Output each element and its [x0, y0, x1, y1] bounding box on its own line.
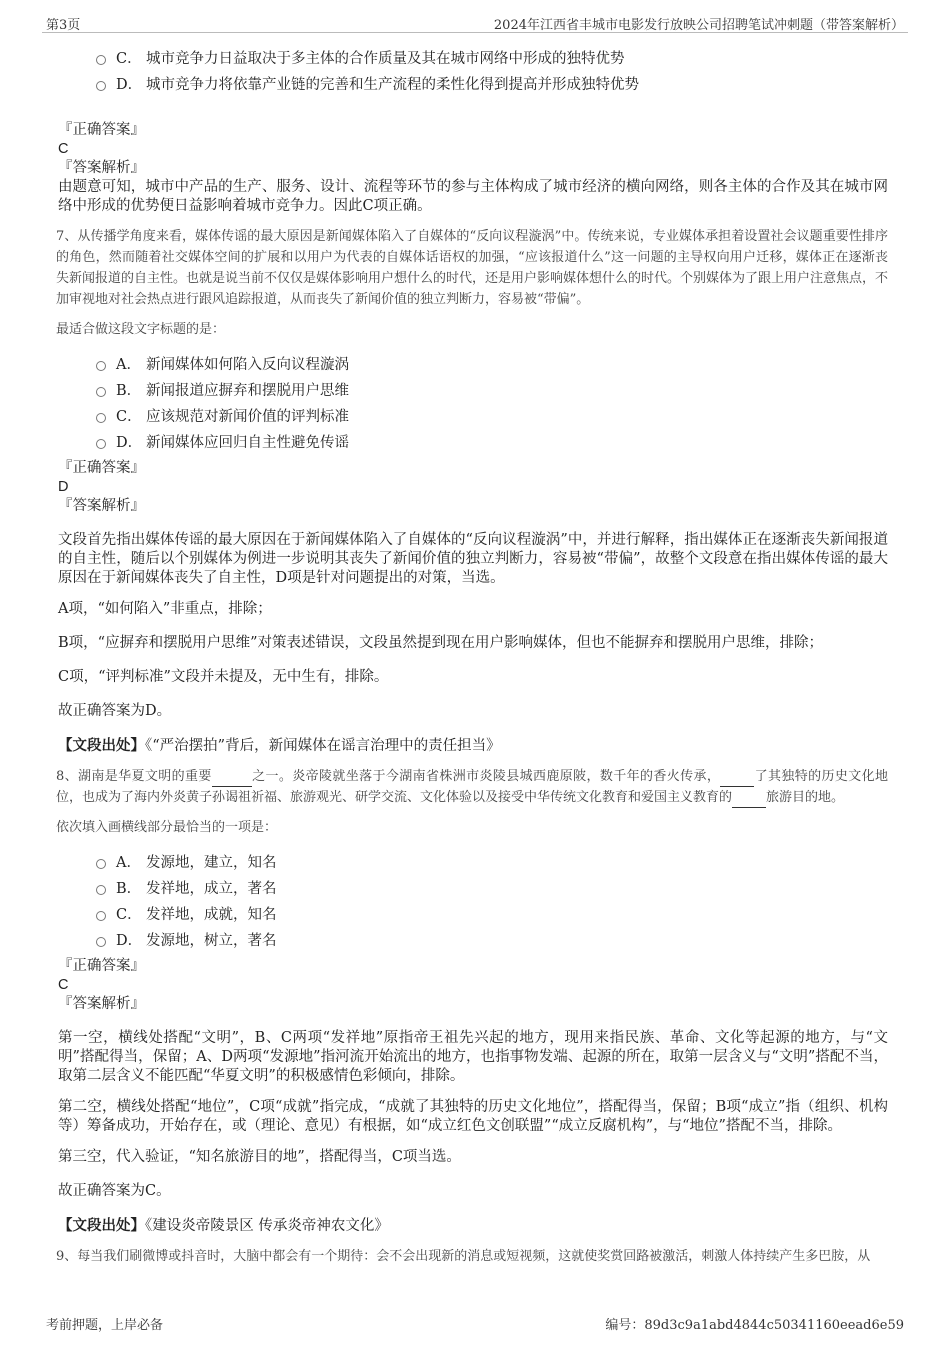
radio-icon[interactable]	[96, 387, 106, 397]
option-label: C．	[116, 408, 142, 425]
option-text: 发祥地，成立，著名	[146, 880, 277, 897]
option-label: D．	[116, 434, 143, 451]
source-tag: 【文段出处】	[58, 737, 145, 754]
q8-question-text	[56, 766, 888, 808]
q7-option-c[interactable]	[96, 402, 888, 428]
q7-source	[58, 736, 888, 756]
blank-line	[732, 807, 766, 808]
radio-icon[interactable]	[96, 55, 106, 65]
q6-answer-label: 『正确答案』	[58, 122, 145, 138]
option-text: 新闻媒体如何陷入反向议程漩涡	[146, 356, 349, 373]
document-body	[56, 40, 888, 1267]
q7-question-text: 7、从传播学角度来看，媒体传谣的最大原因是新闻媒体陷入了自媒体的“反向议程漩涡”中。传统来说，专业媒体承担着设置社会议题重要性排序的角色，然而随着社交媒体空间的扩展和以用户为代表的自媒体话语权的加强，“应该报道什么”这一问题的主导权向用户迁移，媒体正在逐渐丧失新闻报道的自主性。也就是说当前不仅仅是媒体影响用户想什么的时代，还是用户影响媒体想什么的时代。个别媒体为了跟上用户注意焦点，不加审视地对社会热点进行跟风追踪报道，从而丧失了新闻价值的独立判断力，容易被“带偏”。	[56, 229, 889, 307]
q7-analysis-paragraph: 文段首先指出媒体传谣的最大原因在于新闻媒体陷入了自媒体的“反向议程漩涡”中，并进行解释，指出媒体正在逐渐丧失新闻报道的自主性，随后以个别媒体为例进一步说明其丧失了新闻价值的独立判断力，容易被“带偏”，故整个文段意在指出媒体传谣的最大原因在于新闻媒体丧失了自主性，D项是针对问题提出的对策，当选。	[58, 532, 888, 586]
q7-prompt: 最适合做这段文字标题的是：	[56, 322, 226, 337]
radio-icon[interactable]	[96, 911, 106, 921]
q8-analysis-label: 『答案解析』	[58, 996, 145, 1012]
radio-icon[interactable]	[96, 413, 106, 423]
option-text: 城市竞争力日益取决于多主体的合作质量及其在城市网络中形成的独特优势	[146, 50, 625, 67]
q6-analysis: 由题意可知，城市中产品的生产、服务、设计、流程等环节的参与主体构成了城市经济的横向网络，则各主体的合作及其在城市网络中形成的优势便日益影响着城市竞争力。因此C项正确。	[58, 179, 888, 214]
q7-analysis-paragraph: C项，“评判标准”文段并未提及，无中生有，排除。	[58, 669, 389, 685]
document-title: 2024年江西省丰城市电影发行放映公司招聘笔试冲刺题（带答案解析）	[493, 18, 904, 33]
q8-answer-label: 『正确答案』	[58, 958, 145, 974]
q8-text-part: 之一。炎帝陵就坐落于今湖南省株洲市炎陵县城西鹿原陂，数千年的香火传承，	[251, 769, 721, 784]
source-title: 《建设炎帝陵景区 传承炎帝神农文化》	[145, 1218, 389, 1234]
q8-text-part: 旅游目的地。	[766, 790, 845, 805]
option-label: D．	[116, 932, 143, 949]
document-id: 编号：89d3c9a1abd4844c50341160eead6e59	[605, 1318, 904, 1333]
radio-icon[interactable]	[96, 859, 106, 869]
q8-analysis-paragraph: 第一空，横线处搭配“文明”，B、C两项“发祥地”原指帝王祖先兴起的地方，现用来指民族、革命、文化等起源的地方，与“文明”搭配得当，保留；A、D两项“发源地”指河流开始流出的地方，也指事物发端、起源的所在，取第一层含义与“文明”搭配不当，取第二层含义不能匹配“华夏文明”的积极感情色彩倾向，排除。	[58, 1030, 888, 1084]
q7-analysis-paragraph: 故正确答案为D。	[58, 703, 172, 719]
option-label: D．	[116, 76, 143, 93]
option-text: 新闻媒体应回归自主性避免传谣	[146, 434, 349, 451]
q8-source	[58, 1216, 888, 1236]
q7-option-a[interactable]	[96, 350, 888, 376]
q6-analysis-label: 『答案解析』	[58, 160, 145, 176]
option-label: C．	[116, 50, 142, 67]
q8-analysis-paragraph: 第三空，代入验证，“知名旅游目的地”，搭配得当，C项当选。	[58, 1149, 461, 1165]
q6-option-c[interactable]	[96, 44, 888, 70]
q8-text-part: 了其独特的历史文化地位，也成为了海内外炎黄子孙谒祖祈福、旅游观光、研学交流、文化体验以及接受中华传统文化教育和爱国主义教育的	[56, 769, 888, 805]
q8-option-c[interactable]	[96, 900, 888, 926]
radio-icon[interactable]	[96, 361, 106, 371]
q7-options	[96, 350, 888, 454]
q8-analysis-paragraph: 第二空，横线处搭配“地位”，C项“成就”指完成，“成就了其独特的历史文化地位”，搭配得当，保留；B项“成立”指（组织、机构等）筹备成功，开始存在，或（理论、意见）有根据，如“成立红色文创联盟”“成立反腐机构”，与“地位”搭配不当，排除。	[58, 1099, 888, 1134]
q8-answer: C	[58, 977, 69, 993]
radio-icon[interactable]	[96, 439, 106, 449]
option-text: 发祥地，成就，知名	[146, 906, 277, 923]
option-text: 新闻报道应摒弃和摆脱用户思维	[146, 382, 349, 399]
q8-text-part: 8、湖南是华夏文明的重要	[56, 769, 212, 784]
q8-option-a[interactable]	[96, 848, 888, 874]
blank-line	[212, 786, 252, 787]
q7-option-d[interactable]	[96, 428, 888, 454]
q7-option-b[interactable]	[96, 376, 888, 402]
radio-icon[interactable]	[96, 81, 106, 91]
q8-option-b[interactable]	[96, 874, 888, 900]
q6-options	[96, 44, 888, 96]
option-text: 发源地，树立，著名	[146, 932, 277, 949]
q7-analysis-paragraph: A项，“如何陷入”非重点，排除；	[58, 601, 272, 617]
blank-line	[720, 786, 754, 787]
option-label: A．	[116, 854, 141, 871]
footer-slogan: 考前押题，上岸必备	[46, 1318, 164, 1333]
source-tag: 【文段出处】	[58, 1217, 145, 1234]
q8-option-d[interactable]	[96, 926, 888, 952]
radio-icon[interactable]	[96, 937, 106, 947]
source-title: 《“严治摆拍”背后，新闻媒体在谣言治理中的责任担当》	[145, 738, 501, 754]
option-text: 应该规范对新闻价值的评判标准	[146, 408, 349, 425]
radio-icon[interactable]	[96, 885, 106, 895]
page-footer	[42, 1314, 908, 1334]
q8-prompt: 依次填入画横线部分最恰当的一项是：	[56, 820, 278, 835]
q7-answer-label: 『正确答案』	[58, 460, 145, 476]
page-header	[42, 12, 908, 33]
q7-answer: D	[58, 479, 69, 495]
q6-option-d[interactable]	[96, 70, 888, 96]
option-label: B．	[116, 382, 142, 399]
q7-analysis-paragraph: B项，“应摒弃和摆脱用户思维”对策表述错误，文段虽然提到现在用户影响媒体，但也不能摒弃和摆脱用户思维，排除；	[58, 635, 823, 651]
option-label: C．	[116, 906, 142, 923]
q9-question-text: 9、每当我们刷微博或抖音时，大脑中都会有一个期待：会不会出现新的消息或短视频，这就使奖赏回路被激活，刺激人体持续产生多巴胺，从	[56, 1249, 871, 1264]
option-text: 城市竞争力将依靠产业链的完善和生产流程的柔性化得到提高并形成独特优势	[146, 76, 639, 93]
q7-analysis-label: 『答案解析』	[58, 498, 145, 514]
q6-answer: C	[58, 141, 69, 157]
option-label: A．	[116, 356, 141, 373]
q8-options	[96, 848, 888, 952]
option-label: B．	[116, 880, 142, 897]
page-number: 第3页	[46, 18, 81, 33]
option-text: 发源地，建立，知名	[146, 854, 277, 871]
q8-analysis-paragraph: 故正确答案为C。	[58, 1183, 171, 1199]
